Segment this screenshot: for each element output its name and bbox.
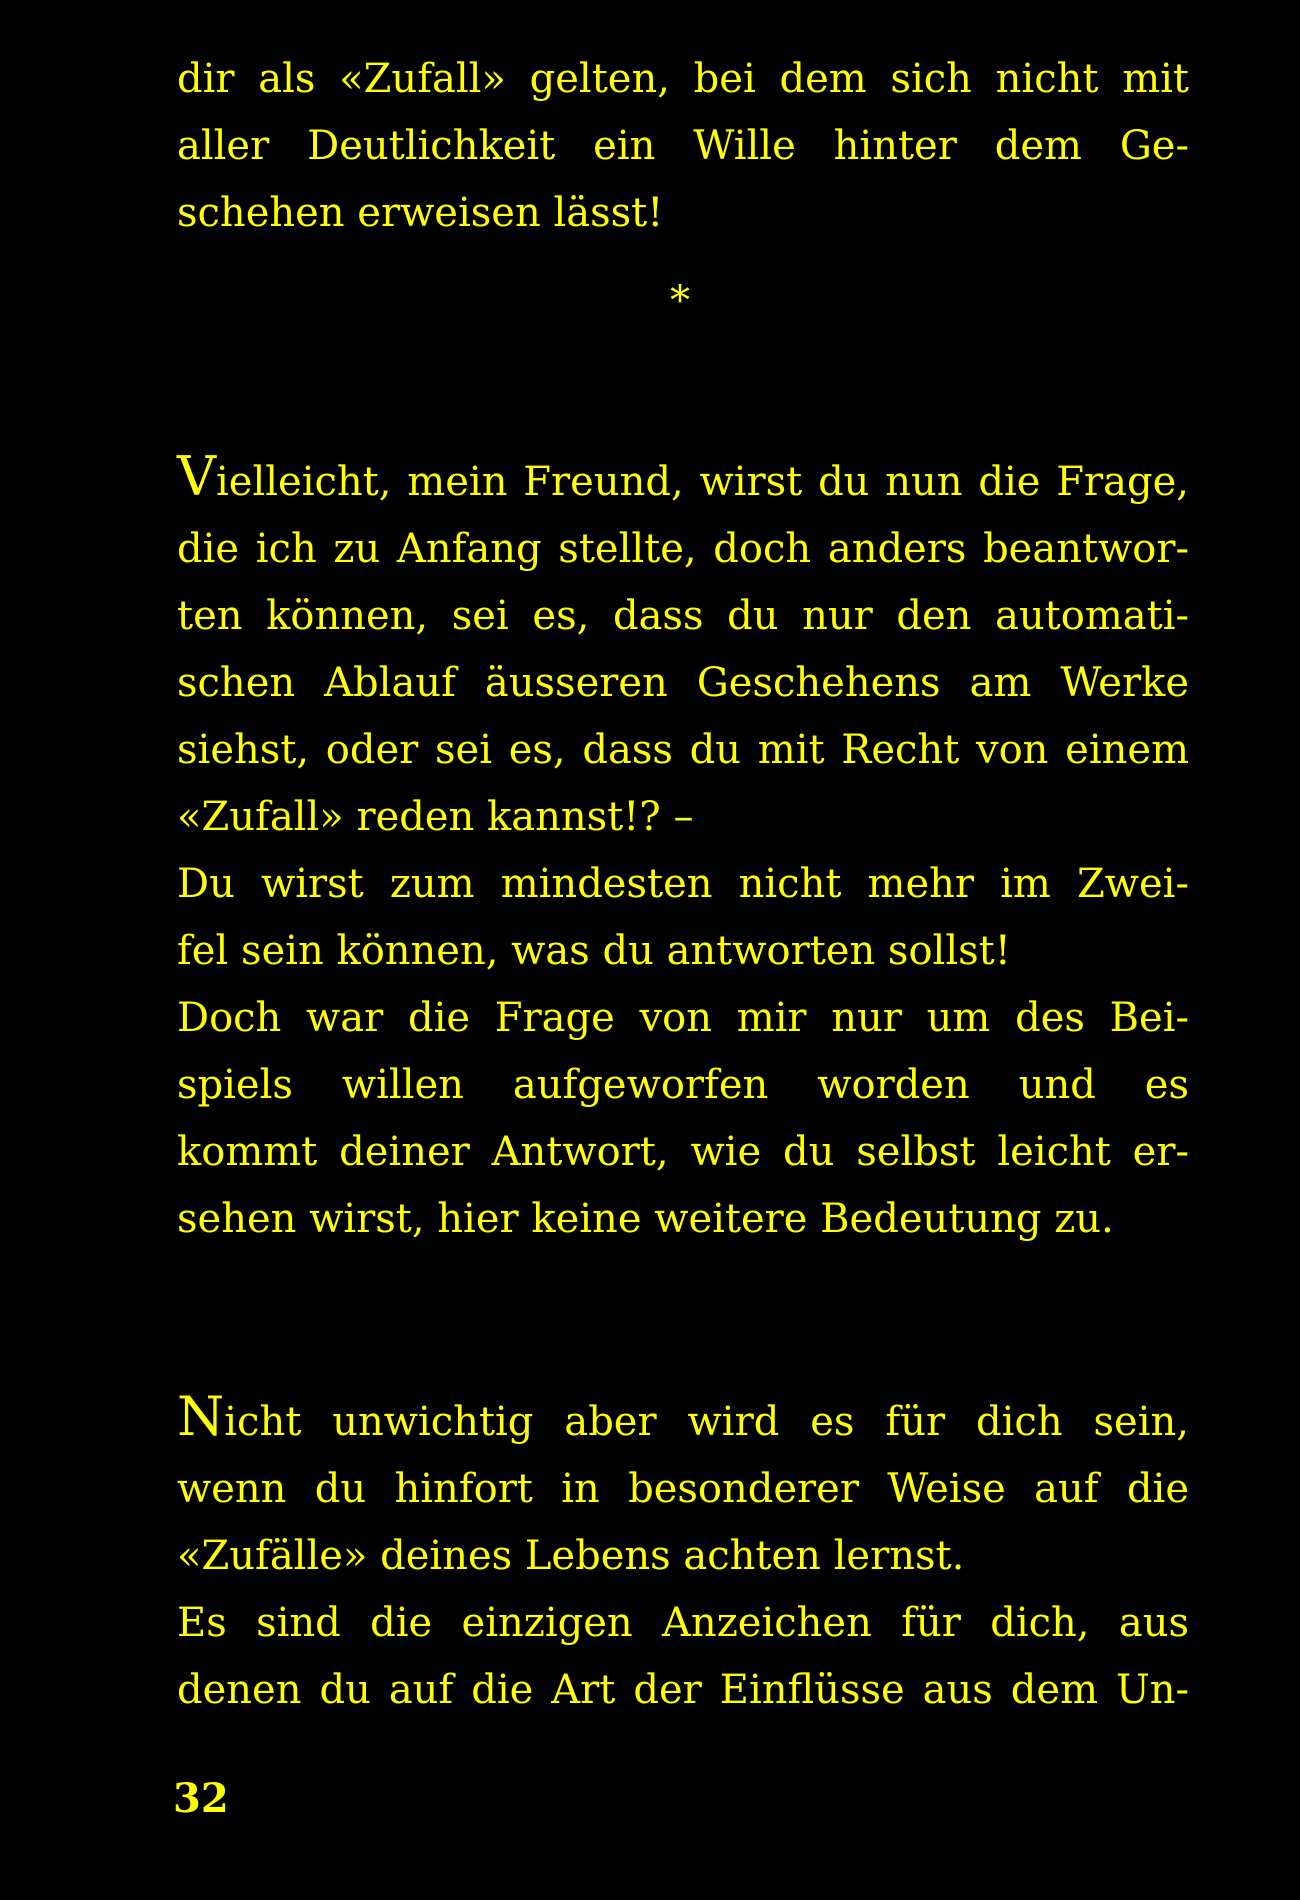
section1-line-12: sehen wirst, hier keine weitere Bedeutung zu. <box>177 1196 1114 1242</box>
section2-first-line-text: icht unwichtig aber wird es für dich sein, <box>224 1399 1189 1445</box>
text-line-2: aller Deutlichkeit ein Wille hinter dem Ge- <box>177 123 1189 169</box>
section2-line-3: «Zufälle» deines Lebens achten lernst. <box>177 1533 965 1579</box>
dropcap-n: N <box>177 1385 225 1448</box>
section1-line-2: die ich zu Anfang stellte, doch anders beantwor- <box>177 526 1189 572</box>
section1-line-7: Du wirst zum mindesten nicht mehr im Zwei- <box>177 861 1189 907</box>
section1-line-5: siehst, oder sei es, dass du mit Recht von einem <box>177 727 1189 773</box>
section1-line-4: schen Ablauf äusseren Geschehens am Werke <box>177 660 1189 706</box>
section-separator: * <box>670 278 690 324</box>
dropcap-v: V <box>177 445 216 508</box>
section1-line-6: «Zufall» reden kannst!? – <box>177 794 694 840</box>
section2-first-line <box>177 1385 1189 1455</box>
section1-line-10: spiels willen aufgeworfen worden und es <box>177 1062 1189 1108</box>
section2-line-5: denen du auf die Art der Einflüsse aus dem Un- <box>177 1667 1189 1713</box>
section2-line-4: Es sind die einzigen Anzeichen für dich, aus <box>177 1600 1189 1646</box>
section1-line-9: Doch war die Frage von mir nur um des Bei- <box>177 995 1189 1041</box>
section1-first-line <box>177 445 1189 515</box>
section1-line-8: fel sein können, was du antworten sollst! <box>177 928 1011 974</box>
section1-first-line-text: ielleicht, mein Freund, wirst du nun die Frage, <box>216 459 1189 505</box>
text-line-1: dir als «Zufall» gelten, bei dem sich nicht mit <box>177 56 1189 102</box>
section1-line-11: kommt deiner Antwort, wie du selbst leicht er- <box>177 1129 1189 1175</box>
section2-line-2: wenn du hinfort in besonderer Weise auf die <box>177 1466 1189 1512</box>
section1-line-3: ten können, sei es, dass du nur den automati- <box>177 593 1189 639</box>
text-line-3: schehen erweisen lässt! <box>177 190 664 236</box>
page-number: 32 <box>173 1775 229 1822</box>
